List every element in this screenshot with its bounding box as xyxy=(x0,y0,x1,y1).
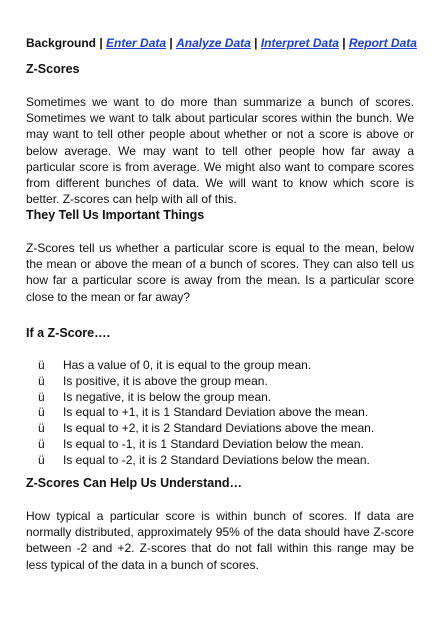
list-item xyxy=(38,437,374,453)
nav-link-interpret-data[interactable]: Interpret Data xyxy=(260,36,339,50)
z-score-rules-list xyxy=(38,358,374,469)
checkmark-icon: ü xyxy=(38,421,45,436)
section-heading-important-things: They Tell Us Important Things xyxy=(26,208,205,222)
nav-separator: | xyxy=(338,36,349,50)
nav-link-enter-data[interactable]: Enter Data xyxy=(106,36,167,50)
checkmark-icon: ü xyxy=(38,358,45,372)
section-heading-help-understand: Z-Scores Can Help Us Understand… xyxy=(26,476,243,490)
nav-separator: | xyxy=(166,36,177,50)
section-heading-if-z-score: If a Z-Score…. xyxy=(26,326,111,340)
nav-link-analyze-data[interactable]: Analyze Data xyxy=(176,36,251,50)
list-item-text: Is equal to -1, it is 1 Standard Deviation below the mean. xyxy=(63,436,364,451)
nav-link-report-data[interactable]: Report Data xyxy=(348,36,417,50)
list-item-text: Is equal to -2, it is 2 Standard Deviations below the mean. xyxy=(63,452,370,467)
important-things-paragraph: Z-Scores tell us whether a particular score is equal to the mean, below the mean or above the mean of a bunch of scores. They can also tell us how far a particular score is away from the mean. Is a particular score close to the mean or far away? xyxy=(26,241,414,304)
list-item xyxy=(38,421,374,437)
list-item-text: Is equal to +1, it is 1 Standard Deviation above the mean. xyxy=(63,405,369,420)
nav-separator: | xyxy=(96,36,107,50)
page-title: Z-Scores xyxy=(26,62,80,76)
checkmark-icon: ü xyxy=(38,373,45,388)
checkmark-icon: ü xyxy=(38,405,45,420)
nav-background: Background xyxy=(26,36,97,50)
list-item-text: Is negative, it is below the group mean. xyxy=(63,389,272,404)
list-item-text: Is positive, it is above the group mean. xyxy=(63,373,268,388)
nav-separator: | xyxy=(250,36,261,50)
checkmark-icon: ü xyxy=(38,452,45,467)
list-item-text: Is equal to +2, it is 2 Standard Deviations above the mean. xyxy=(63,421,375,436)
intro-paragraph: Sometimes we want to do more than summarize a bunch of scores. Sometimes we want to talk about particular scores within the bunch. We may want to tell other people about whether or not a score is above or below average. We may want to tell other people how far away a particular score is from average. We might also want to compare scores from different bunches of data. We will want to know which score is better. Z-scores can help with all of this. xyxy=(26,95,414,207)
list-item xyxy=(38,453,374,469)
list-item xyxy=(38,374,374,390)
checkmark-icon: ü xyxy=(38,389,45,404)
breadcrumb-nav xyxy=(26,36,417,50)
list-item-text: Has a value of 0, it is equal to the group mean. xyxy=(63,358,312,372)
checkmark-icon: ü xyxy=(38,436,45,451)
list-item xyxy=(38,390,374,406)
help-understand-paragraph: How typical a particular score is within bunch of scores. If data are normally distributed, approximately 95% of the data should have Z-score between -2 and +2. Z-scores that do not fall within this range may be less typical of the data in a bunch of scores. xyxy=(26,509,414,572)
list-item xyxy=(38,405,374,421)
list-item xyxy=(38,358,374,374)
